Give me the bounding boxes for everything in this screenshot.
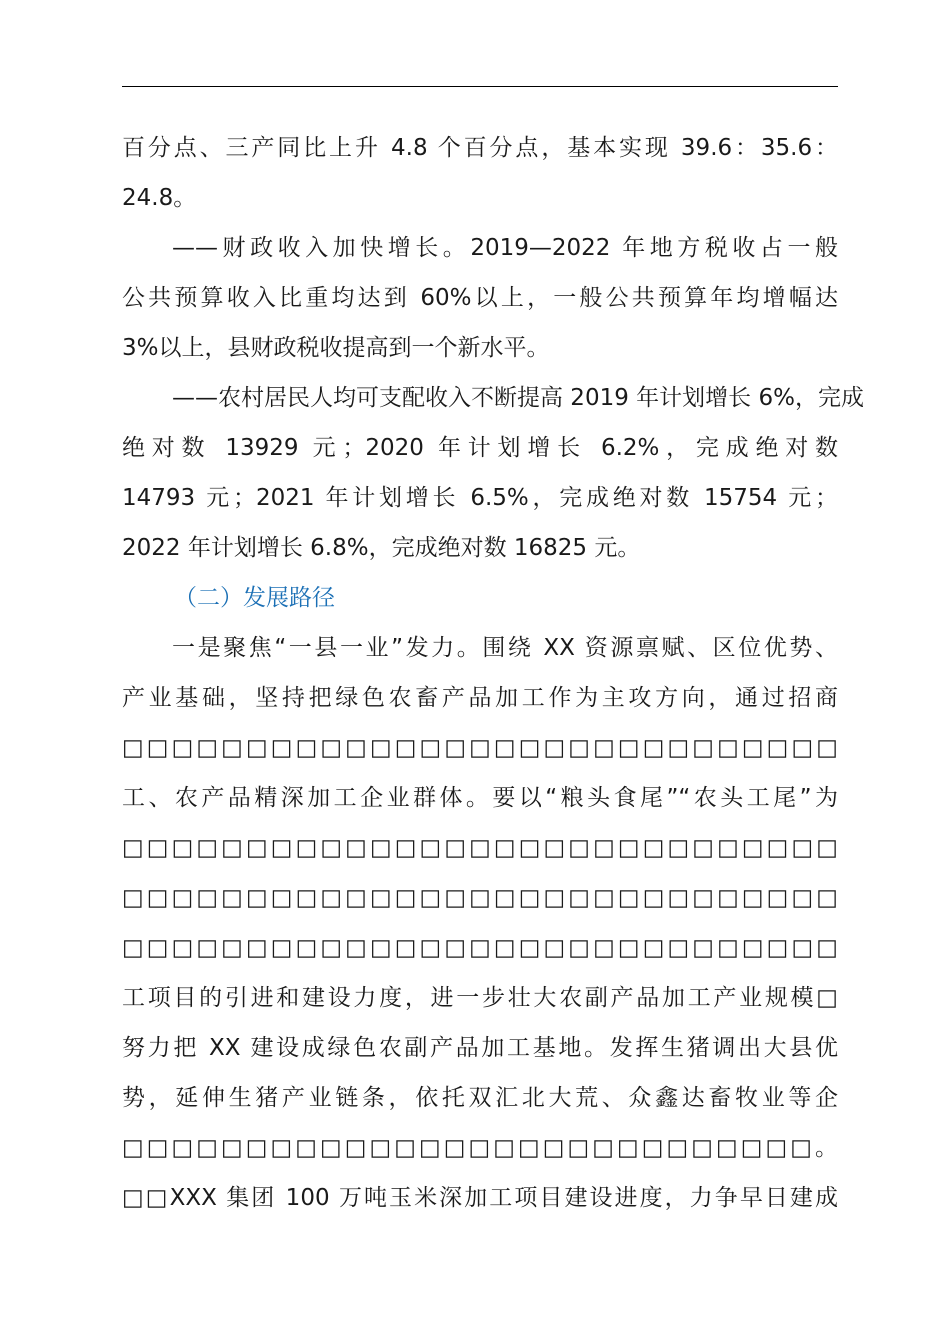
text-line: 2022 年计划增长 6.8%，完成绝对数 16825 元。: [122, 535, 641, 561]
text-line: 3%以上，县财政税收提高到一个新水平。: [122, 335, 550, 361]
section-heading: （二）发展路径: [174, 585, 335, 611]
text-line: ——财政收入加快增长。2019—2022 年地方税收占一般: [172, 235, 838, 261]
text-line: 百分点、三产同比上升 4.8 个百分点，基本实现 39.6：35.6：: [122, 135, 838, 161]
text-line: □□XXX 集团 100 万吨玉米深加工项目建设进度，力争早日建成: [122, 1185, 838, 1211]
text-line: 14793 元；2021 年计划增长 6.5%，完成绝对数 15754 元；: [122, 485, 838, 511]
text-line: 24.8。: [122, 185, 197, 211]
text-line: ——农村居民人均可支配收入不断提高 2019 年计划增长 6%，完成: [172, 385, 864, 411]
text-line: 势，延伸生猪产业链条，依托双汇北大荒、众鑫达畜牧业等企: [122, 1085, 838, 1111]
text-line-missing-glyphs: □□□□□□□□□□□□□□□□□□□□□□□□□□□□□: [122, 735, 838, 761]
text-line-missing-glyphs: □□□□□□□□□□□□□□□□□□□□□□□□□□□□。: [122, 1135, 838, 1161]
text-line-missing-glyphs: □□□□□□□□□□□□□□□□□□□□□□□□□□□□□: [122, 935, 838, 961]
text-line: 工、农产品精深加工企业群体。要以“粮头食尾”“农头工尾”为: [122, 785, 838, 811]
text-line: 努力把 XX 建设成绿色农副产品加工基地。发挥生猪调出大县优: [122, 1035, 838, 1061]
text-line: 工项目的引进和建设力度，进一步壮大农副产品加工产业规模□: [122, 985, 838, 1011]
text-line: 绝对数 13929 元；2020 年计划增长 6.2%，完成绝对数: [122, 435, 838, 461]
text-line: 公共预算收入比重均达到 60%以上，一般公共预算年均增幅达: [122, 285, 838, 311]
header-rule: [122, 86, 838, 87]
text-line-missing-glyphs: □□□□□□□□□□□□□□□□□□□□□□□□□□□□□: [122, 885, 838, 911]
text-line: 产业基础，坚持把绿色农畜产品加工作为主攻方向，通过招商: [122, 685, 838, 711]
text-line-missing-glyphs: □□□□□□□□□□□□□□□□□□□□□□□□□□□□□: [122, 835, 838, 861]
text-line: 一是聚焦“一县一业”发力。围绕 XX 资源禀赋、区位优势、: [172, 635, 838, 661]
